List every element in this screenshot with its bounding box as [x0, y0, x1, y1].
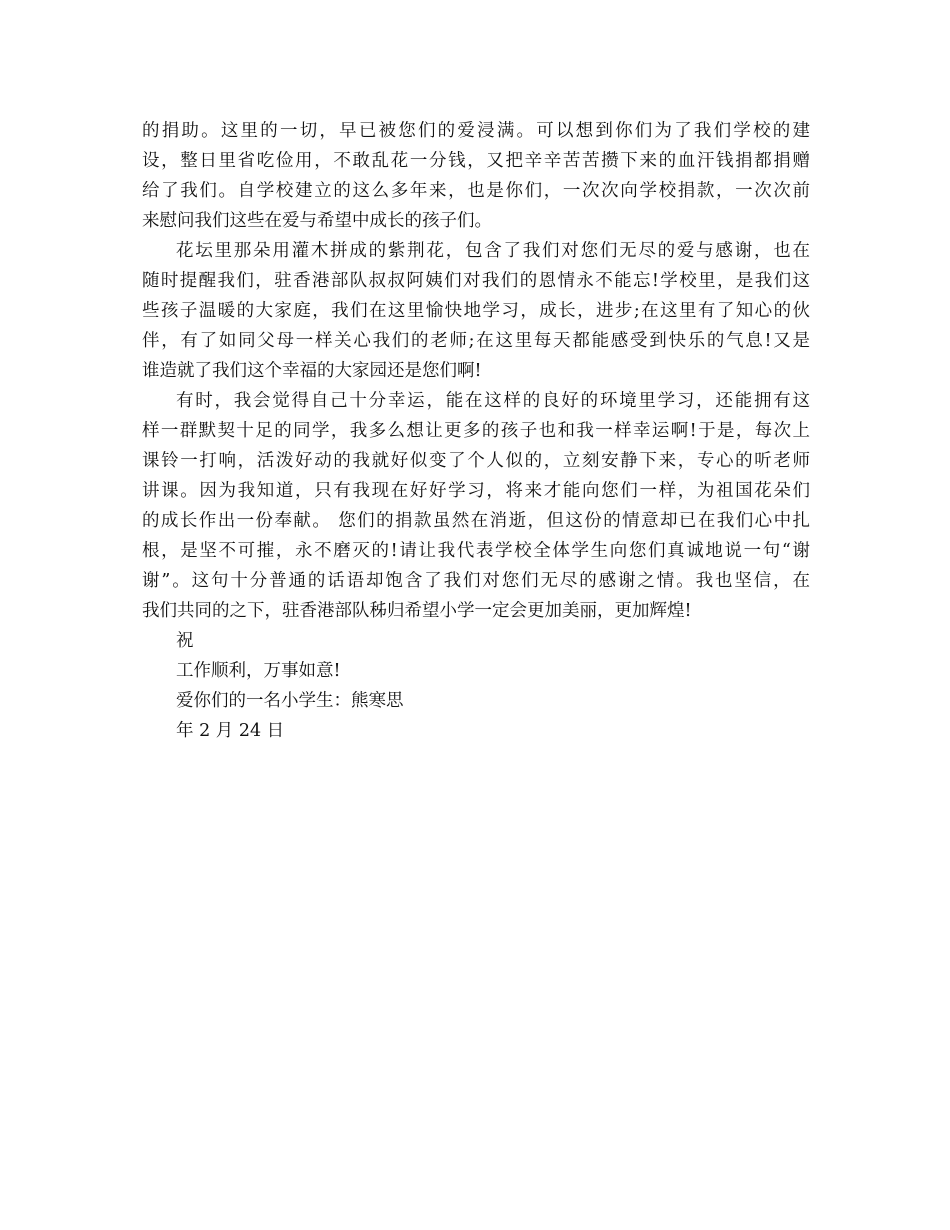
- text-line: 些孩子温暖的大家庭，我们在这里愉快地学习，成长，进步;在这里有了知心的伙: [142, 301, 810, 321]
- closing-blessing: 祝: [176, 631, 194, 651]
- text-line: 课铃一打响，活泼好动的我就好似变了个人似的，立刻安静下来，专心的听老师: [142, 451, 810, 471]
- closing-wish: 工作顺利，万事如意!: [176, 661, 341, 681]
- text-line: 花坛里那朵用灌木拼成的紫荆花，包含了我们对您们无尽的爱与感谢，也在: [176, 241, 810, 261]
- paragraph-donation: [142, 116, 810, 236]
- text-line: 伴，有了如同父母一样关心我们的老师;在这里每天都能感受到快乐的气息!又是: [142, 331, 810, 351]
- text-line: 的捐助。这里的一切，早已被您们的爱浸满。可以想到你们为了我们学校的建: [142, 121, 810, 141]
- text-line: 给了我们。自学校建立的这么多年来，也是你们，一次次向学校捐款，一次次前: [142, 181, 810, 201]
- text-line: 样一群默契十足的同学，我多么想让更多的孩子也和我一样幸运啊!于是，每次上: [142, 421, 810, 441]
- letter-page: [142, 116, 810, 746]
- letter-closing: [142, 626, 810, 746]
- text-line: 的成长作出一份奉献。 您们的捐款虽然在消逝，但这份的情意却已在我们心中扎: [142, 511, 810, 531]
- text-line: 谢”。这句十分普通的话语却饱含了我们对您们无尽的感谢之情。我也坚信，在: [142, 571, 810, 591]
- text-line: 我们共同的之下，驻香港部队秭归希望小学一定会更加美丽，更加辉煌!: [142, 601, 692, 621]
- text-line: 有时，我会觉得自己十分幸运，能在这样的良好的环境里学习，还能拥有这: [176, 391, 810, 411]
- letter-date: 年 2 月 24 日: [176, 721, 285, 741]
- text-line: 设，整日里省吃俭用，不敢乱花一分钱，又把辛辛苦苦攒下来的血汗钱捐都捐赠: [142, 151, 810, 171]
- paragraph-gratitude: [142, 386, 810, 626]
- signature: 爱你们的一名小学生：熊寒思: [176, 691, 404, 711]
- text-line: 根，是坚不可摧，永不磨灭的!请让我代表学校全体学生向您们真诚地说一句“谢: [142, 541, 810, 561]
- text-line: 讲课。因为我知道，只有我现在好好学习，将来才能向您们一样，为祖国花朵们: [142, 481, 810, 501]
- text-line: 谁造就了我们这个幸福的大家园还是您们啊!: [142, 361, 482, 381]
- text-line: 随时提醒我们，驻香港部队叔叔阿姨们对我们的恩情永不能忘!学校里，是我们这: [142, 271, 810, 291]
- text-line: 来慰问我们这些在爱与希望中成长的孩子们。: [142, 211, 492, 231]
- paragraph-bauhinia: [142, 236, 810, 386]
